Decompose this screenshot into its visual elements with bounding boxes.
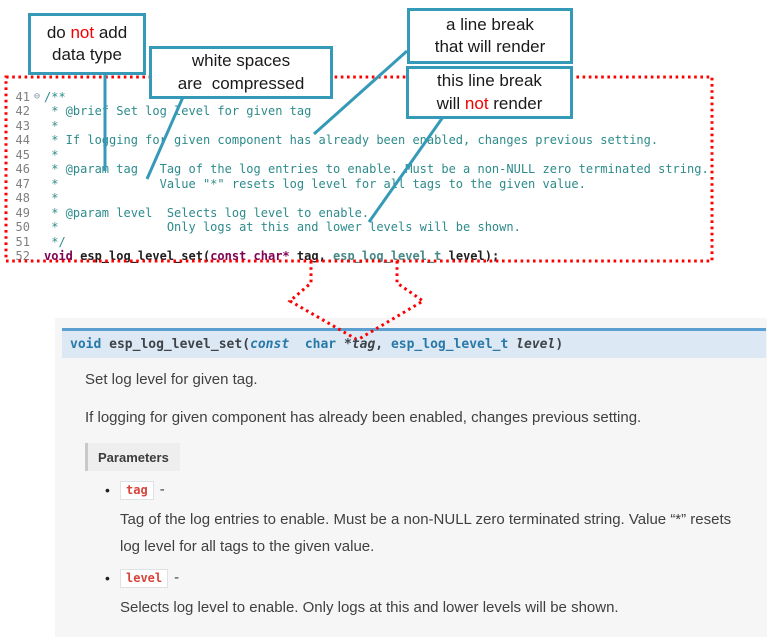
code-line <box>10 104 709 118</box>
text-segment: * Only logs at this and lower levels will be shown. <box>44 220 521 235</box>
fold-gutter <box>30 148 44 162</box>
text-segment: * <box>44 118 59 133</box>
code-line <box>10 249 709 263</box>
bullet-icon: • <box>105 482 110 498</box>
code-line <box>10 191 709 205</box>
line-number: 42 <box>15 104 30 119</box>
text-segment: * Value "*" resets log level for all tags to the given value. <box>44 176 586 191</box>
text-segment: level <box>516 337 556 352</box>
text-segment: esp_log_level_set( <box>72 248 211 263</box>
text-segment: this line break <box>437 71 542 91</box>
text-segment: add <box>94 22 128 42</box>
code-text <box>44 249 499 263</box>
text-segment: tag, <box>289 248 334 263</box>
text-segment: , <box>375 337 391 352</box>
code-text <box>44 191 58 205</box>
code-line <box>10 162 709 176</box>
line-number: 44 <box>15 133 30 148</box>
text-segment: do <box>46 22 71 42</box>
text-segment: that will render <box>434 37 546 56</box>
function-signature-bar[interactable] <box>62 328 766 358</box>
rendered-doc-panel <box>55 318 767 637</box>
text-segment: * If logging for given component has already been enabled, changes previous setting. <box>44 133 659 148</box>
text-segment: esp_log_level_t <box>333 248 442 263</box>
code-editor <box>10 90 709 263</box>
param-dash: - <box>174 569 180 586</box>
text-segment: esp_log_level_set <box>109 337 243 352</box>
param-description: Selects log level to enable. Only logs at this and lower levels will be shown. <box>120 599 619 616</box>
code-line <box>10 119 709 133</box>
text-segment: */ <box>44 234 66 249</box>
text-segment <box>289 337 305 352</box>
text-segment: * @param level Selects log level to enable. <box>44 205 370 220</box>
text-segment: tag <box>351 337 376 352</box>
line-number: 48 <box>15 191 30 206</box>
text-segment: const <box>250 337 290 352</box>
fold-gutter <box>30 177 44 191</box>
code-text <box>44 148 58 162</box>
line-number: 46 <box>15 162 30 177</box>
fold-gutter <box>30 104 44 118</box>
text-segment <box>101 337 109 352</box>
fold-gutter <box>30 162 44 176</box>
text-segment: render <box>488 93 543 113</box>
param-item-tag <box>105 481 750 560</box>
text-segment: ) <box>555 337 564 352</box>
text-segment: * <box>44 147 59 162</box>
callout-line <box>47 22 127 44</box>
text-segment: not <box>70 22 95 42</box>
line-number: 49 <box>15 205 30 220</box>
line-number: 41 <box>15 90 30 104</box>
line-number: 43 <box>15 118 30 133</box>
code-text <box>44 220 521 234</box>
text-segment <box>508 337 516 352</box>
fold-gutter <box>30 235 44 249</box>
code-text <box>44 119 58 133</box>
param-item-level <box>105 569 750 621</box>
text-segment: data type <box>52 45 122 64</box>
code-line <box>10 90 709 104</box>
callout-line <box>435 36 546 58</box>
callout-line <box>446 14 534 36</box>
text-segment: not <box>464 93 489 113</box>
fold-gutter <box>30 133 44 147</box>
parameters-header <box>85 443 180 471</box>
text-segment: * <box>44 191 59 206</box>
fold-gutter <box>30 249 44 263</box>
text-segment: a line break <box>446 14 534 34</box>
callout-white-spaces-compressed <box>149 46 333 99</box>
line-number: 51 <box>15 234 30 249</box>
callout-line <box>437 70 542 92</box>
fold-gutter <box>30 191 44 205</box>
bullet-icon: • <box>105 570 110 586</box>
text-segment: char <box>304 337 337 352</box>
code-text <box>44 133 658 147</box>
line-number: 52 <box>15 248 30 263</box>
text-segment: /** <box>44 90 66 104</box>
fold-gutter <box>30 220 44 234</box>
line-number: 50 <box>15 220 30 235</box>
code-line <box>10 206 709 220</box>
param-name-literal[interactable]: level <box>120 569 168 588</box>
code-text <box>44 206 369 220</box>
code-line <box>10 220 709 234</box>
code-text <box>44 104 311 118</box>
code-line <box>10 235 709 249</box>
callout-line <box>192 50 290 72</box>
text-segment: void <box>70 337 102 352</box>
code-text <box>44 235 66 249</box>
param-dash: - <box>159 481 165 498</box>
text-segment: * @brief Set log level for given tag <box>44 104 312 119</box>
param-description: Tag of the log entries to enable. Must be a non-NULL zero terminated string. Value “*” resets log level for all tags to the given value. <box>120 511 732 555</box>
callout-line-break-not-render <box>406 66 573 119</box>
parameters-label: Parameters <box>98 449 169 465</box>
text-segment: * @param tag Tag of the log entries to enable. Must be a non-NULL zero terminated string. <box>44 162 709 177</box>
code-line <box>10 133 709 147</box>
callout-do-not-add-data-type <box>28 13 146 75</box>
text-segment: will <box>436 93 465 113</box>
text-segment: esp_log_level_t <box>390 337 509 352</box>
callout-line <box>52 44 122 66</box>
code-text <box>44 162 709 176</box>
description-text: If logging for given component has already been enabled, changes previous setting. <box>85 409 642 426</box>
callout-line-break-renders <box>407 8 573 64</box>
code-text <box>44 177 586 191</box>
text-segment: level); <box>441 248 500 263</box>
brief-text: Set log level for given tag. <box>85 371 258 388</box>
code-text <box>44 90 66 104</box>
fold-toggle-icon[interactable]: ⊖ <box>33 91 41 102</box>
text-segment: const char* <box>210 248 290 263</box>
text-segment: void <box>44 248 73 263</box>
fold-gutter <box>30 119 44 133</box>
callout-line <box>178 73 305 95</box>
code-line <box>10 177 709 191</box>
text-segment: * <box>336 337 352 352</box>
fold-gutter <box>30 206 44 220</box>
text-segment: white spaces <box>191 51 291 71</box>
text-segment: are compressed <box>177 73 305 93</box>
text-segment: ( <box>242 337 251 352</box>
line-number: 47 <box>15 176 30 191</box>
param-name-literal[interactable]: tag <box>120 481 154 500</box>
callout-line <box>437 93 543 115</box>
code-line <box>10 148 709 162</box>
line-number: 45 <box>15 147 30 162</box>
